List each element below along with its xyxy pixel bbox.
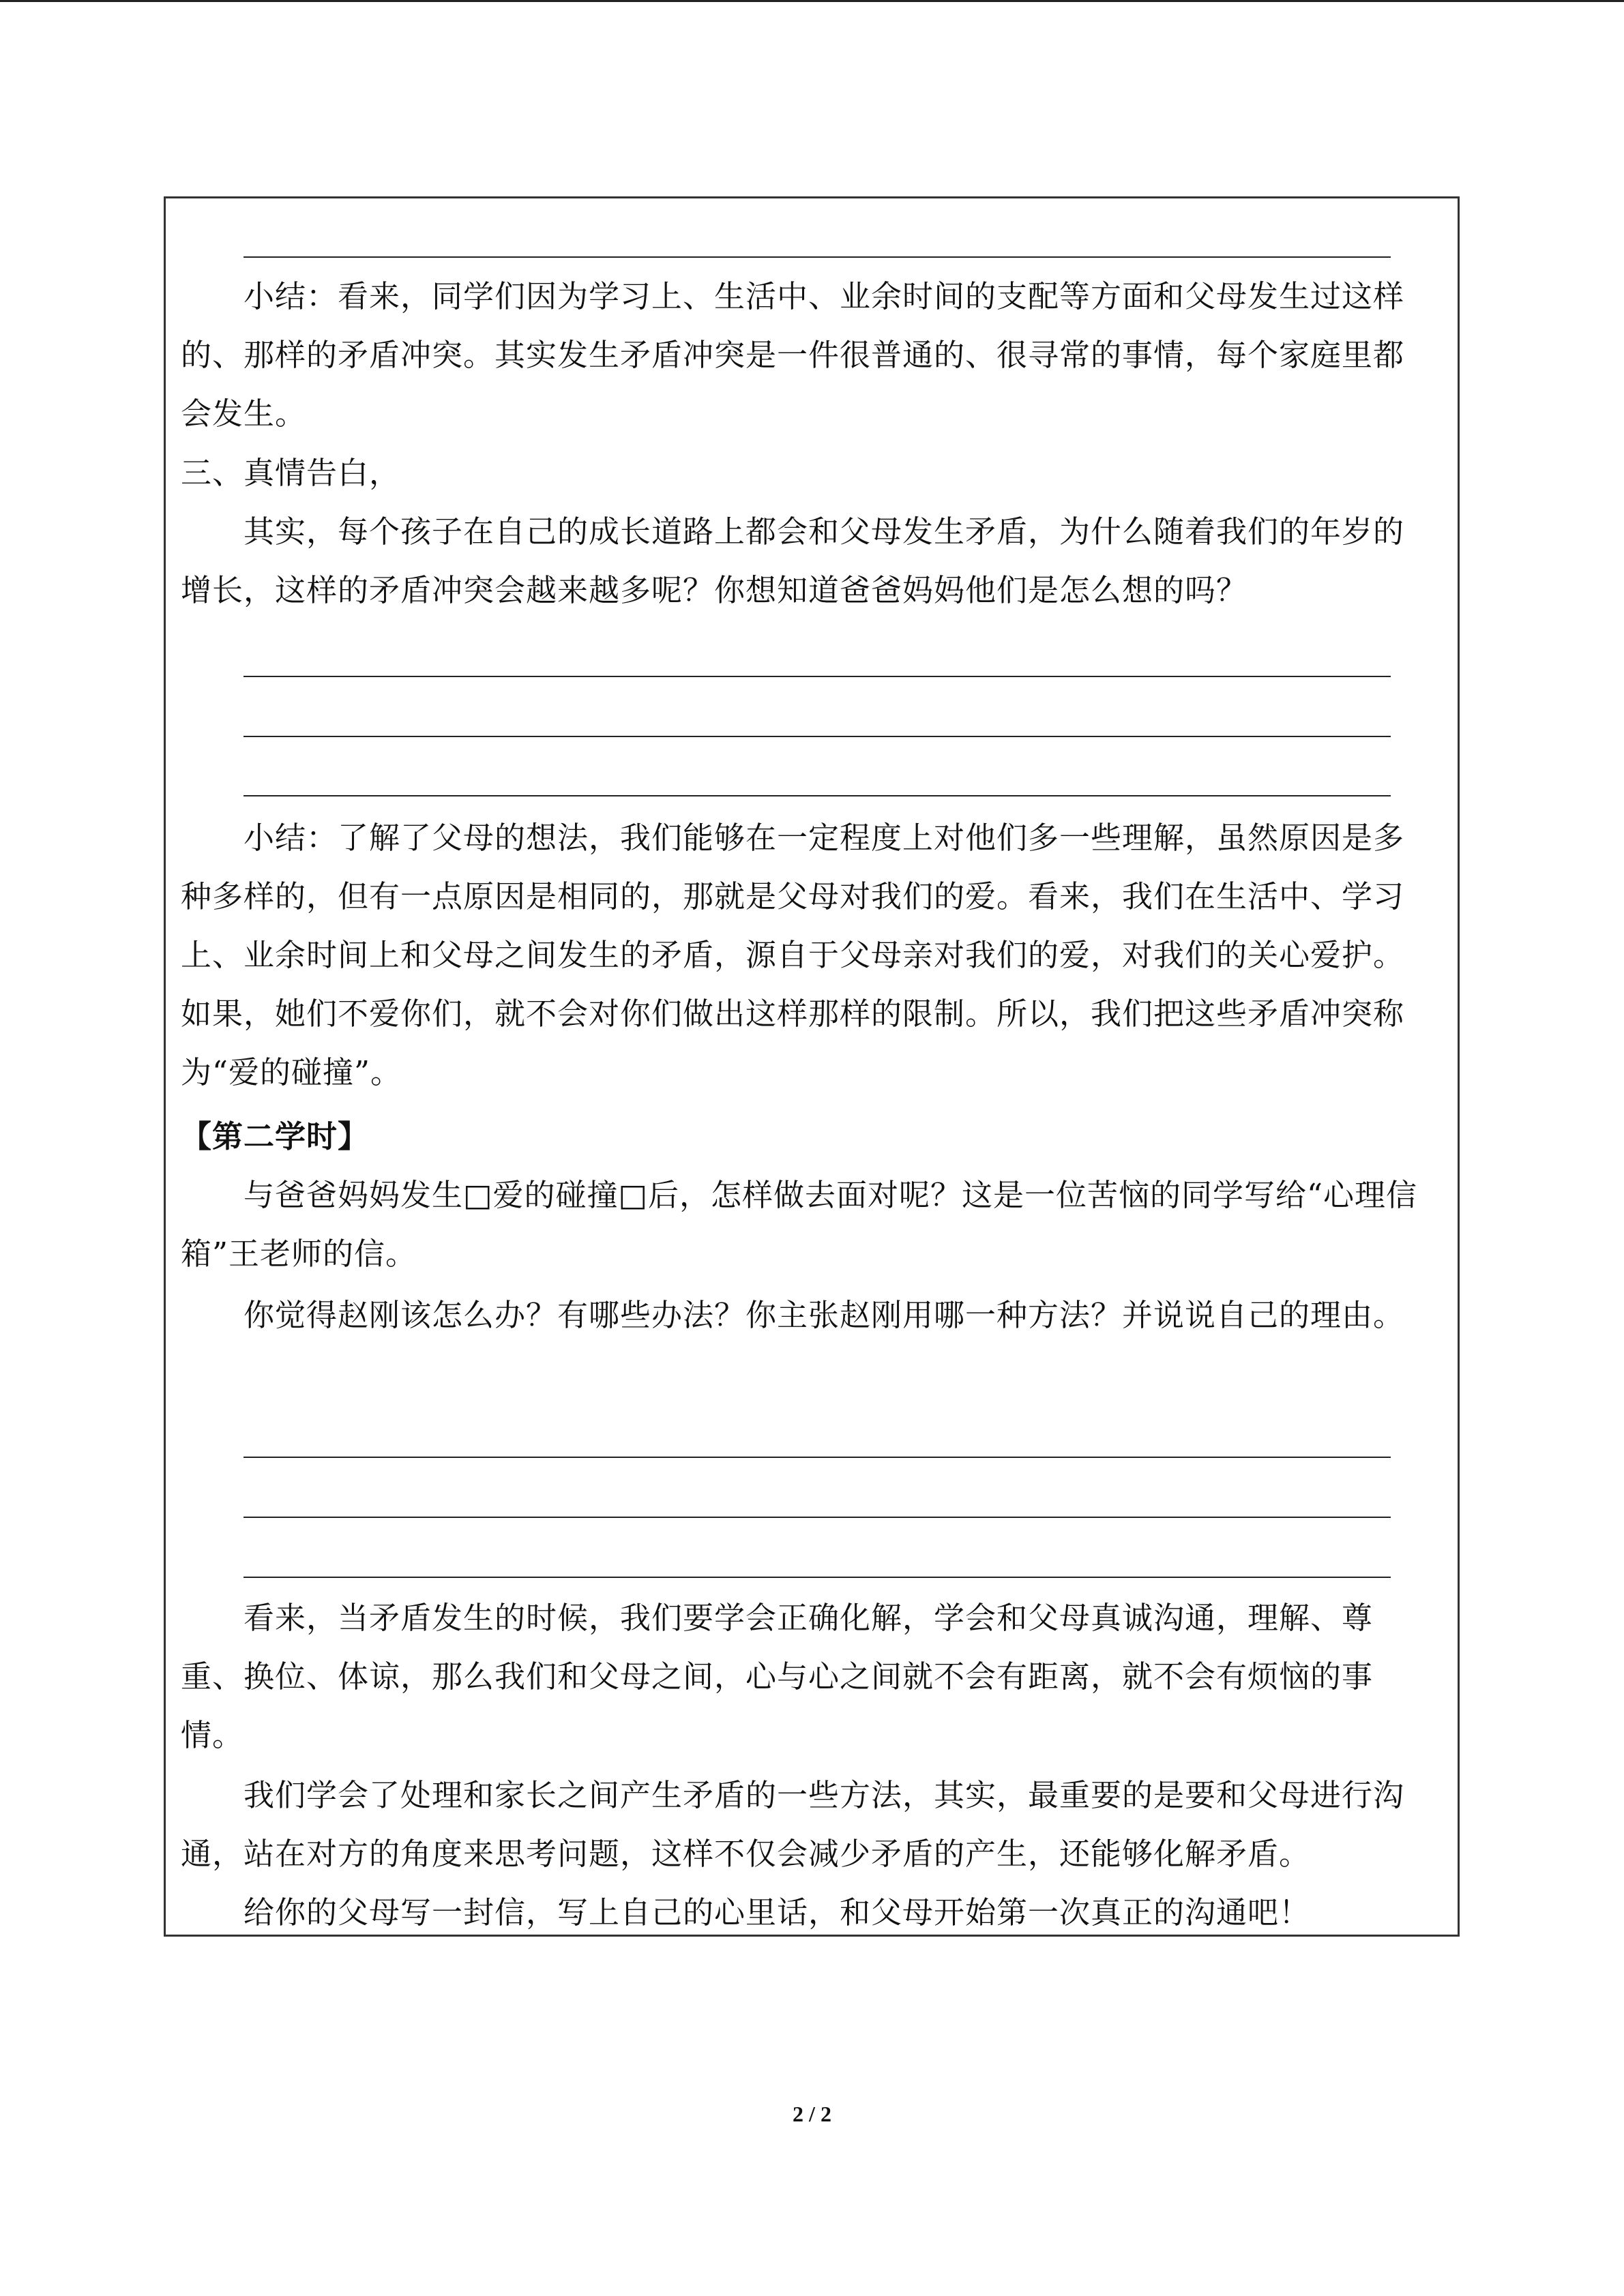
section-3-paragraph: 其实，每个孩子在自己的成长道路上都会和父母发生矛盾，为什么随着我们的年岁的增长，这样的矛盾冲突会越来越多呢？你想知道爸爸妈妈他们是怎么想的吗？ <box>181 513 1405 608</box>
answer-line <box>243 256 1391 258</box>
page-number: 2 / 2 <box>793 2102 831 2126</box>
lesson-2-heading: 【第二学时】 <box>181 1118 370 1154</box>
answer-line <box>243 795 1391 796</box>
conclusion-paragraph-2: 我们学会了处理和家长之间产生矛盾的一些方法，其实，最重要的是要和父母进行沟通，站在对方的角度来思考问题，这样不仅会减少矛盾的产生，还能够化解矛盾。 <box>181 1777 1405 1872</box>
lesson-2-paragraph-2: 你觉得赵刚该怎么办？有哪些办法？你主张赵刚用哪一种方法？并说说自己的理由。 <box>243 1297 1405 1333</box>
page-top-border <box>0 0 1624 2</box>
summary-paragraph-2: 小结：了解了父母的想法，我们能够在一定程度上对他们多一些理解，虽然原因是多种多样的，但有一点原因是相同的，那就是父母对我们的爱。看来，我们在生活中、学习上、业余时间上和父母之间发生的矛盾，源自于父母亲对我们的爱，对我们的关心爱护。如果，她们不爱你们，就不会对你们做出这样那样的限制。所以，我们把这些矛盾冲突称为“爱的碰撞”。 <box>181 820 1405 1090</box>
conclusion-paragraph-1: 看来，当矛盾发生的时候，我们要学会正确化解，学会和父母真诚沟通，理解、尊重、换位、体谅，那么我们和父母之间，心与心之间就不会有距离，就不会有烦恼的事情。 <box>181 1600 1374 1753</box>
answer-line <box>243 1577 1391 1578</box>
section-3-heading: 三、真情告白， <box>181 455 401 491</box>
answer-line <box>243 1517 1391 1518</box>
answer-line <box>243 1457 1391 1458</box>
conclusion-paragraph-3: 给你的父母写一封信，写上自己的心里话，和父母开始第一次真正的沟通吧！ <box>243 1894 1311 1930</box>
answer-line <box>243 736 1391 737</box>
lesson-2-paragraph-1: 与爸爸妈妈发生□爱的碰撞□后，怎样做去面对呢？这是一位苦恼的同学写给“心理信箱”王老师的信。 <box>181 1177 1418 1272</box>
answer-line <box>243 676 1391 677</box>
summary-paragraph-1: 小结：看来，同学们因为学习上、生活中、业余时间的支配等方面和父母发生过这样的、那样的矛盾冲突。其实发生矛盾冲突是一件很普通的、很寻常的事情，每个家庭里都会发生。 <box>181 278 1405 432</box>
